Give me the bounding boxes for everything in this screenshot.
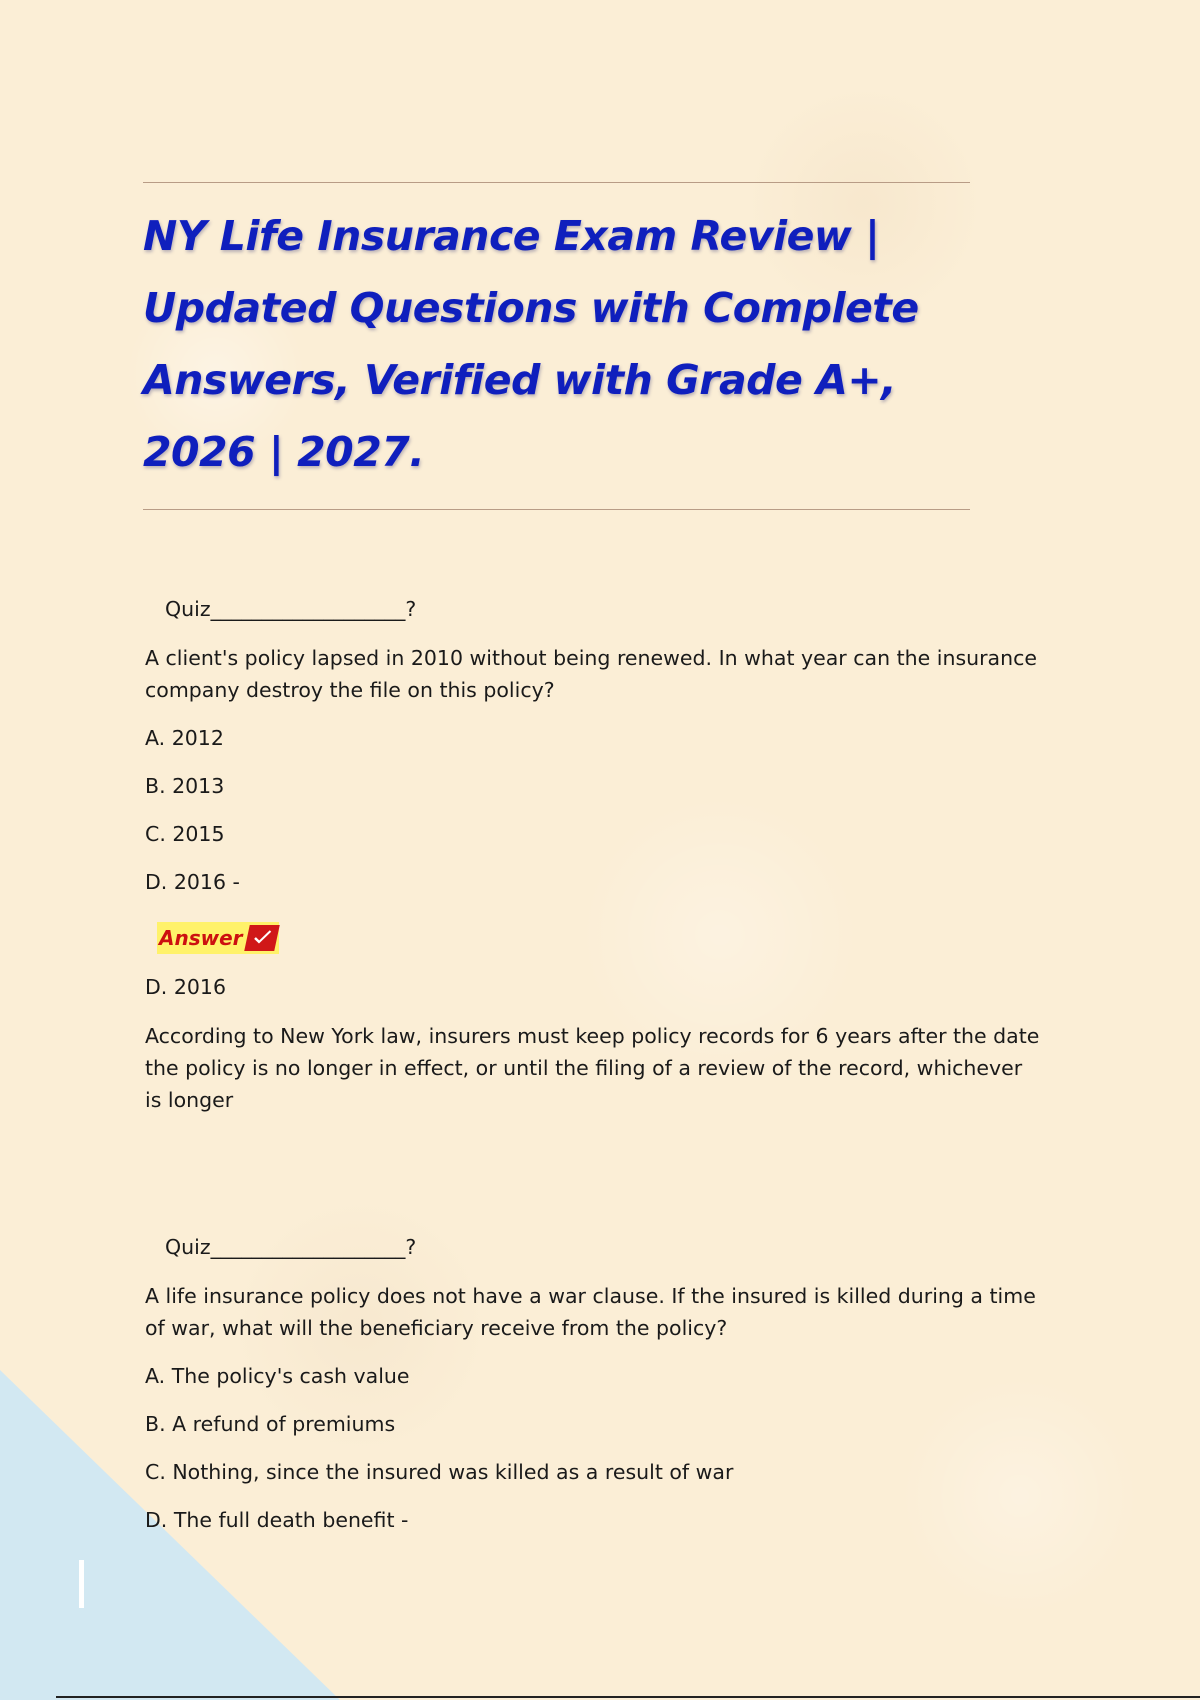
q2-option-a: A. The policy's cash value (145, 1364, 410, 1388)
q1-option-d: D. 2016 - (145, 870, 240, 894)
quiz-prompt-1: Quiz___________________? (165, 597, 417, 621)
check-icon (244, 925, 280, 951)
q1-option-b: B. 2013 (145, 774, 225, 798)
question-1-body: A client's policy lapsed in 2010 without being renewed. In what year can the insurance company destroy the file on this policy? (145, 646, 1037, 702)
corner-bar (79, 1560, 84, 1608)
title-bottom-divider (143, 509, 970, 510)
q2-option-c: C. Nothing, since the insured was killed as a result of war (145, 1460, 734, 1484)
question-2-text (145, 1280, 1045, 1344)
q1-option-c: C. 2015 (145, 822, 225, 846)
document-title: NY Life Insurance Exam Review | Updated Questions with Complete Answers, Verified with Grade A+, 2026 | 2027. (143, 212, 919, 476)
bottom-rule (56, 1696, 1200, 1698)
q1-explanation-text: According to New York law, insurers must keep policy records for 6 years after the date the policy is no longer in effect, or until the filing of a review of the record, whichever is longer (145, 1024, 1040, 1112)
q2-option-b: B. A refund of premiums (145, 1412, 396, 1436)
quiz-prompt-2: Quiz___________________? (165, 1235, 417, 1259)
answer-label: Answer (159, 926, 243, 950)
q1-answer: D. 2016 (145, 975, 226, 999)
q1-option-a: A. 2012 (145, 726, 224, 750)
question-2-body: A life insurance policy does not have a war clause. If the insured is killed during a time of war, what will the beneficiary receive from the policy? (145, 1284, 1036, 1340)
answer-badge (157, 922, 279, 954)
q1-explanation (145, 1020, 1045, 1116)
title-top-divider (143, 182, 970, 183)
question-1-text (145, 642, 1045, 706)
q2-option-d: D. The full death benefit - (145, 1508, 409, 1532)
